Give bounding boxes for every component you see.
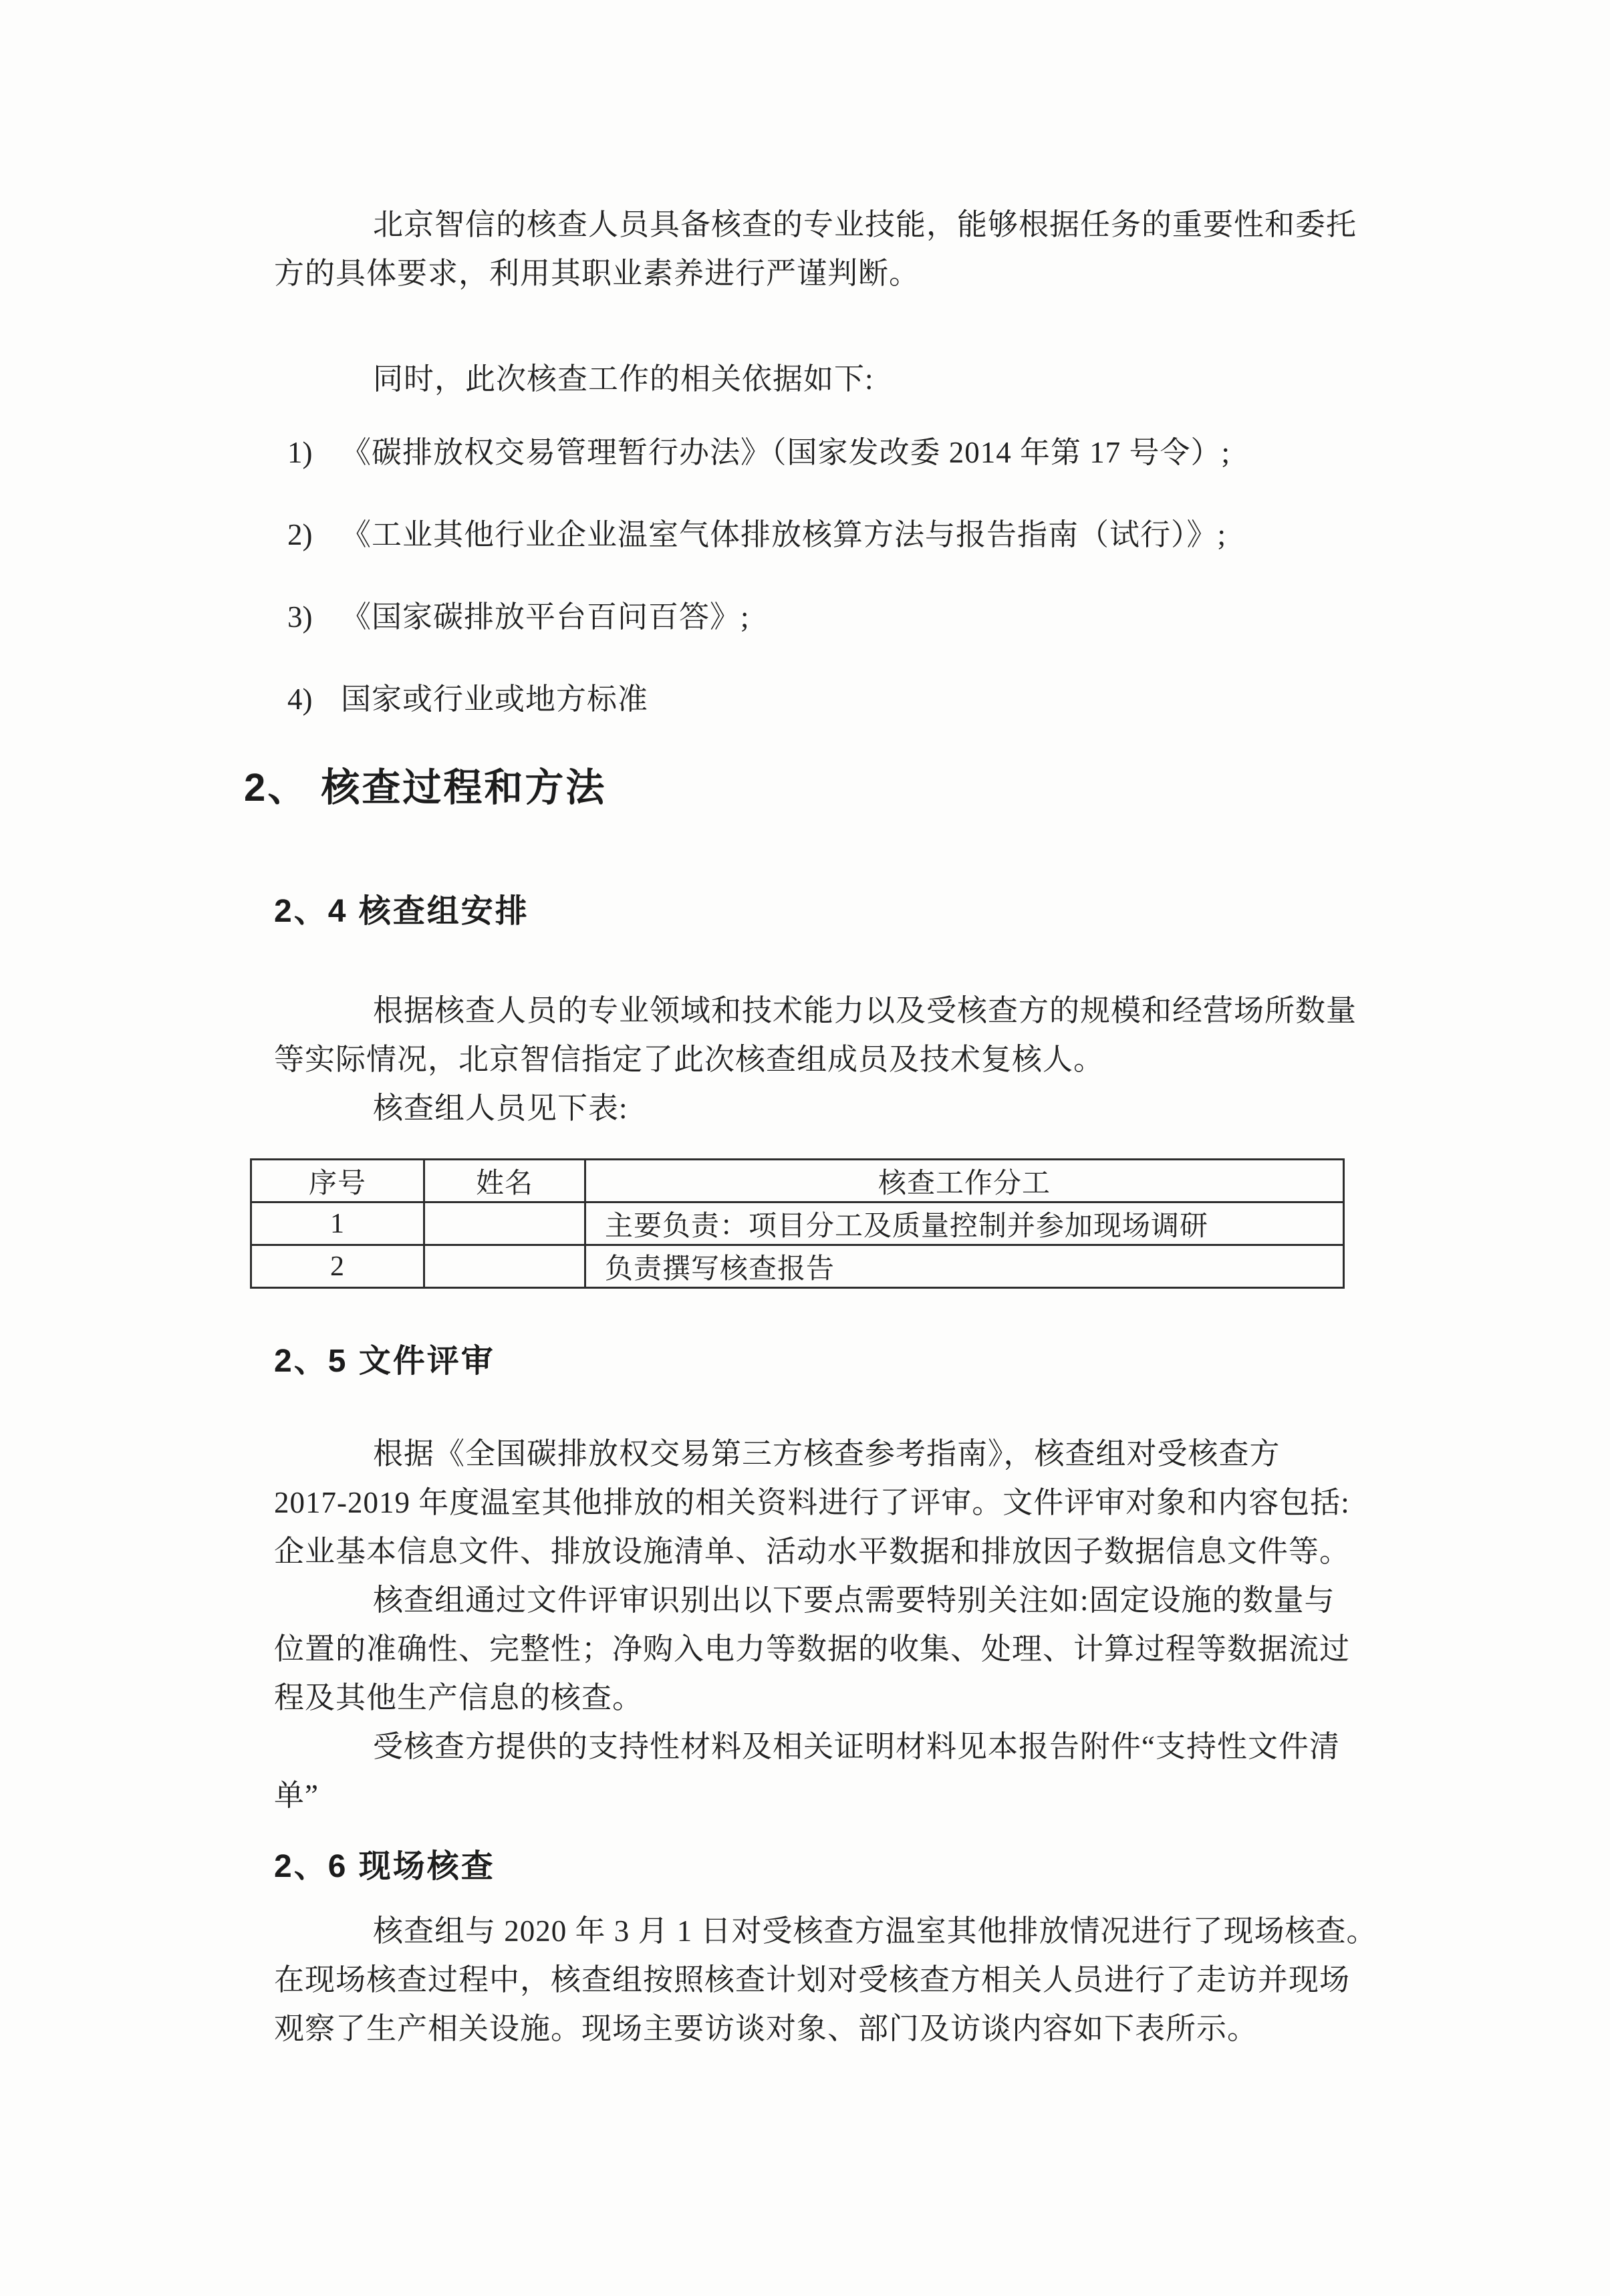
reference-item-text: 《工业其他行业企业温室气体排放核算方法与报告指南（试行）》; bbox=[341, 518, 1227, 551]
verification-team-table bbox=[250, 1158, 1345, 1289]
reference-item-text: 《碳排放权交易管理暂行办法》（国家发改委 2014 年第 17 号令）; bbox=[341, 436, 1231, 469]
subsection-2-6-title: 2、6 现场核查 bbox=[274, 1849, 495, 1884]
cell-duty: 主要负责：项目分工及质量控制并参加现场调研 bbox=[585, 1202, 1344, 1245]
subsection-2-4-title: 2、4 核查组安排 bbox=[274, 894, 529, 929]
document-review-paragraphs bbox=[274, 1430, 1380, 1820]
reference-item-number: 2) bbox=[287, 518, 313, 551]
reference-item-4 bbox=[274, 675, 1380, 724]
reference-item-text: 国家或行业或地方标准 bbox=[341, 682, 649, 716]
onsite-para-line-3: 观察了生产相关设施。现场主要访谈对象、部门及访谈内容如下表所示。 bbox=[274, 2012, 1258, 2045]
docrev-para3-line-2: 单” bbox=[274, 1779, 319, 1812]
reference-list bbox=[274, 428, 1380, 724]
intro-paragraph bbox=[274, 201, 1380, 298]
team-para-line-1: 根据核查人员的专业领域和技术能力以及受核查方的规模和经营场所数量 bbox=[373, 994, 1357, 1027]
onsite-verification-paragraph bbox=[274, 1907, 1380, 2053]
team-para-line-2: 等实际情况，北京智信指定了此次核查组成员及技术复核人。 bbox=[274, 1043, 1105, 1076]
docrev-para1-line-1: 根据《全国碳排放权交易第三方核查参考指南》，核查组对受核查方 bbox=[373, 1437, 1281, 1471]
team-arrangement-paragraph bbox=[274, 987, 1380, 1133]
cell-index: 2 bbox=[251, 1245, 424, 1288]
table-header-row bbox=[251, 1160, 1344, 1202]
reference-item-text: 《国家碳排放平台百问百答》; bbox=[341, 600, 750, 634]
reference-item-2 bbox=[274, 511, 1380, 559]
table-row bbox=[251, 1245, 1344, 1288]
section-2-title: 2、 核查过程和方法 bbox=[244, 766, 607, 809]
reference-item-number: 3) bbox=[287, 600, 313, 634]
docrev-para2-line-2: 位置的准确性、完整性；净购入电力等数据的收集、处理、计算过程等数据流过 bbox=[274, 1632, 1351, 1666]
reference-item-3 bbox=[274, 593, 1380, 642]
cell-name bbox=[424, 1245, 585, 1288]
table-row bbox=[251, 1202, 1344, 1245]
intro-line-1: 北京智信的核查人员具备核查的专业技能，能够根据任务的重要性和委托 bbox=[373, 208, 1357, 241]
onsite-para-line-1: 核查组与 2020 年 3 月 1 日对受核查方温室其他排放情况进行了现场核查。 bbox=[373, 1914, 1377, 1948]
docrev-para1-line-2: 2017-2019 年度温室其他排放的相关资料进行了评审。文件评审对象和内容包括: bbox=[274, 1486, 1350, 1519]
header-cell-duty: 核查工作分工 bbox=[585, 1160, 1344, 1202]
reference-item-1 bbox=[274, 428, 1380, 477]
onsite-para-line-2: 在现场核查过程中，核查组按照核查计划对受核查方相关人员进行了走访并现场 bbox=[274, 1963, 1351, 1997]
docrev-para2-line-1: 核查组通过文件评审识别出以下要点需要特别关注如:固定设施的数量与 bbox=[373, 1583, 1335, 1617]
reference-item-number: 1) bbox=[287, 436, 313, 469]
docrev-para1-line-3: 企业基本信息文件、排放设施清单、活动水平数据和排放因子数据信息文件等。 bbox=[274, 1535, 1351, 1568]
cell-name bbox=[424, 1202, 585, 1245]
docrev-para2-line-3: 程及其他生产信息的核查。 bbox=[274, 1681, 644, 1714]
reference-item-number: 4) bbox=[287, 682, 313, 716]
docrev-para3-line-1: 受核查方提供的支持性材料及相关证明材料见本报告附件“支持性文件清 bbox=[373, 1730, 1340, 1763]
subsection-2-5-title: 2、5 文件评审 bbox=[274, 1344, 495, 1379]
basis-lead-line: 同时，此次核查工作的相关依据如下: bbox=[373, 362, 874, 396]
cell-duty: 负责撰写核查报告 bbox=[585, 1245, 1344, 1288]
header-cell-index: 序号 bbox=[251, 1160, 424, 1202]
intro-line-2: 方的具体要求，利用其职业素养进行严谨判断。 bbox=[274, 257, 920, 290]
team-para-line-3: 核查组人员见下表: bbox=[373, 1092, 628, 1125]
cell-index: 1 bbox=[251, 1202, 424, 1245]
header-cell-name: 姓名 bbox=[424, 1160, 585, 1202]
